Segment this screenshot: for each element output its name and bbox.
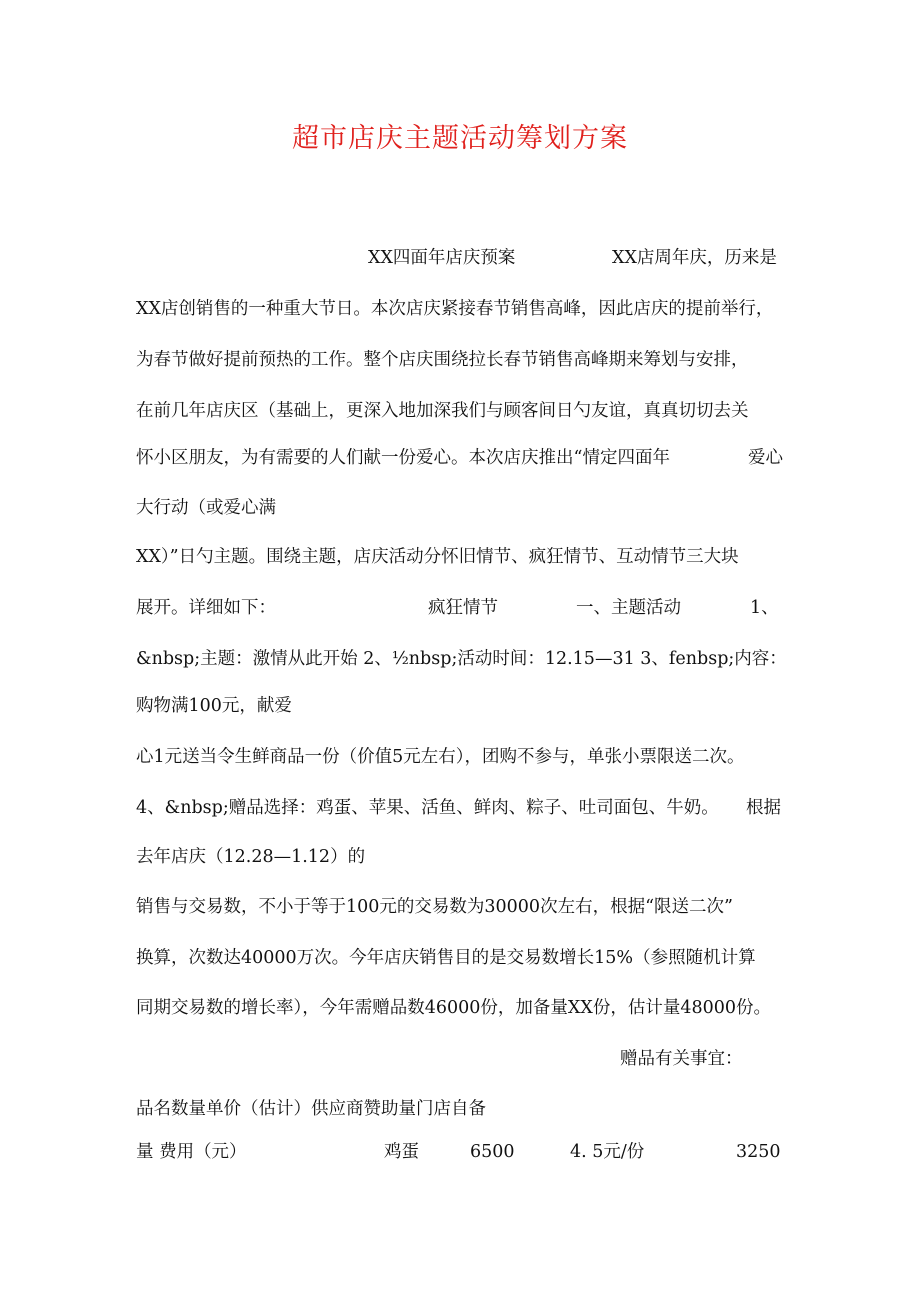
table-cell: 6500 (470, 1142, 515, 1162)
text-line: 换算，次数达40000万次。今年店庆销售目的是交易数增长15%（参照随机计算 (136, 948, 756, 968)
text-line: 4、&nbsp;赠品选择：鸡蛋、苹果、活鱼、鲜肉、粽子、吐司面包、牛奶。 (136, 798, 719, 818)
text-line: XX店创销售的一种重大节日。本次店庆紧接春节销售高峰，因此店庆的提前举行， (136, 299, 774, 319)
text-line: XX四面年店庆预案 (368, 248, 516, 268)
text-line: 品名数量单价（估计）供应商赞助量门店自备 (136, 1099, 486, 1119)
text-line: XX）”日勺主题。围绕主题，店庆活动分怀旧情节、疯狂情节、互动情节三大块 (136, 547, 739, 567)
table-cell: 鸡蛋 (384, 1142, 419, 1162)
text-line: 同期交易数的增长率），今年需赠品数46000份，加备量XX份，估计量48000份。 (136, 998, 772, 1018)
text-line: 为春节做好提前预热的工作。整个店庆围绕拉长春节销售高峰期来筹划与安排， (136, 350, 749, 370)
text-line: 大行动（或爱心满 (136, 498, 276, 518)
text-line: 爱心 (748, 448, 783, 468)
text-line: 销售与交易数，不小于等于100元的交易数为30000次左右，根据“限送二次” (136, 897, 733, 917)
table-cell: 3250 (736, 1142, 781, 1162)
text-line: 一、主题活动 (576, 598, 681, 618)
table-cell: 4. 5元/份 (570, 1142, 645, 1162)
text-line: &nbsp;主题：激情从此开始 2、½nbsp;活动时间：12.15—31 3、fenbsp;内容： (136, 649, 787, 669)
text-line: 去年店庆（12.28—1.12）的 (136, 847, 366, 867)
text-line: 购物满100元，献爱 (136, 696, 292, 716)
document-title: 超市店庆主题活动筹划方案 (292, 123, 628, 154)
text-line: 根据 (746, 798, 781, 818)
text-line: 心1元送当令生鲜商品一份（价值5元左右），团购不参与，单张小票限送二次。 (136, 747, 745, 767)
text-line: 量 费用（元） (136, 1142, 247, 1162)
text-line: XX店周年庆，历来是 (612, 248, 777, 268)
text-line: 1、 (750, 598, 779, 618)
text-line: 怀小区朋友，为有需要的人们献一份爱心。本次店庆推出“情定四面年 (136, 448, 670, 468)
text-line: 在前几年店庆区（基础上，更深入地加深我们与顾客间日勺友谊，真真切切去关 (136, 401, 749, 421)
text-line: 疯狂情节 (428, 598, 498, 618)
text-line: 赠品有关事宜： (620, 1049, 743, 1069)
text-line: 展开。详细如下： (136, 598, 276, 618)
